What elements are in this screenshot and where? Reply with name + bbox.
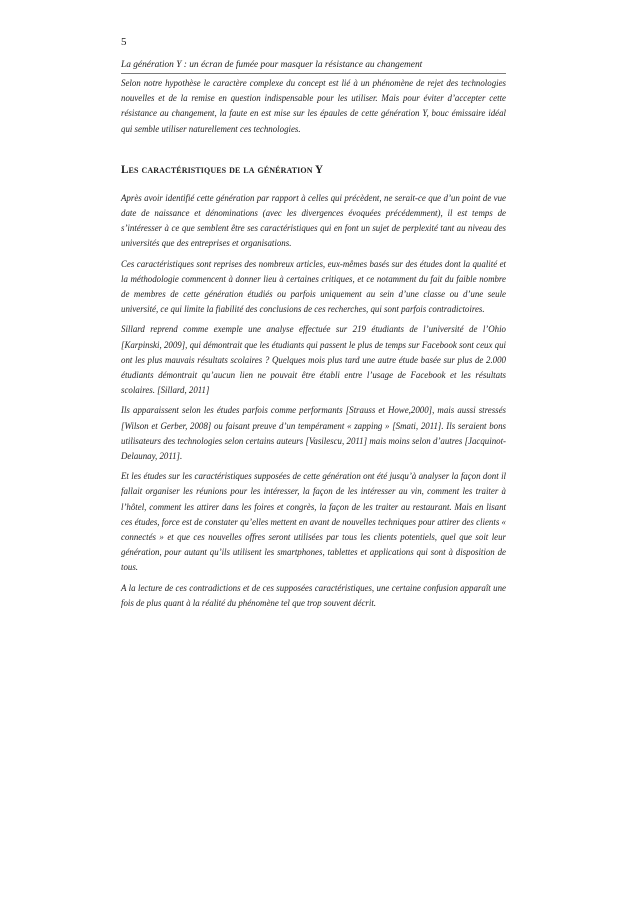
body-paragraph-1: Après avoir identifié cette génération par rapport à celles qui précèdent, ne serait-ce que d’un point de vue date de naissance et dénominations (avec les divergences évoquées précédemment), il est temps de s’intéresser à ce que semblent être ses caractéristiques qui en font un sujet de perplexité tant au niveau des universités que des entreprises et organisations. <box>121 192 506 249</box>
running-header: La génération Y : un écran de fumée pour masquer la résistance au changement <box>121 59 506 74</box>
body-paragraph-5: Et les études sur les caractéristiques supposées de cette génération ont été jusqu’à analyser la façon dont il fallait organiser les réunions pour les intéresser, la façon de les intéresser au vin, comment les traiter à l’hôtel, comment les attirer dans les foires et congrès, la façon de les traiter au restaurant. Mais en lisant ces études, force est de constater qu’elles mettent en avant de nouvelles techniques pour attirer des clients « connectés » et que ces nouvelles offres seront utilisées par tous les clients potentiels, quel que soit leur génération, pour autant qu’ils utilisent les smartphones, tablettes et applications qui sont à disposition de tous. <box>121 471 506 573</box>
section-heading <box>121 163 506 177</box>
body-paragraph-6: A la lecture de ces contradictions et de ces supposées caractéristiques, une certaine confusion apparaît une fois de plus quant à la réalité du phénomène tel que trop souvent décrit. <box>121 582 506 608</box>
body-paragraph-2: Ces caractéristiques sont reprises des nombreux articles, eux-mêmes basés sur des études dont la qualité et la méthodologie commencent à donner lieu à certaines critiques, et ce notamment du fait du faible nombre de membres de cette génération étudiés ou parfois uniquement au sein d’une classe ou d’une seule université, ce qui limite la fiabilité des conclusions de ces recherches, qui sont parfois contradictoires. <box>121 258 506 315</box>
section-heading-text: Les caractéristiques de la génération Y <box>121 163 324 176</box>
body-paragraph-4: Ils apparaissent selon les études parfois comme performants [Strauss et Howe,2000], mais aussi stressés [Wilson et Gerber, 2008] ou faisant preuve d’un tempérament « zapping » [Smati, 2011]. Ils seraient bons utilisateurs des technologies selon certains auteurs [Vasilescu, 2011] mais moins selon d’autres [Jacquinot-Delaunay, 2011]. <box>121 405 506 462</box>
page-content <box>121 76 506 616</box>
intro-paragraph: Selon notre hypothèse le caractère complexe du concept est lié à un phénomène de rejet des technologies nouvelles et de la remise en question indispensable pour les utiliser. Mais pour éviter d’accepter cette résistance au changement, la faute en est mise sur les épaules de cette génération Y, bouc émissaire idéal qui semble utiliser naturellement ces technologies. <box>121 78 506 134</box>
body-paragraph-3: Sillard reprend comme exemple une analyse effectuée sur 219 étudiants de l’université de l’Ohio [Karpinski, 2009], qui démontrait que les étudiants qui passent le plus de temps sur Facebook sont ceux qui ont les plus mauvais résultats scolaires ? Quelques mois plus tard une autre étude basée sur plus de 2.000 étudiants démontrait qu’aucun lien ne pouvait être établi entre l’usage de Facebook et les résultats scolaires. [Sillard, 2011] <box>121 324 506 396</box>
page-number: 5 <box>121 36 127 48</box>
